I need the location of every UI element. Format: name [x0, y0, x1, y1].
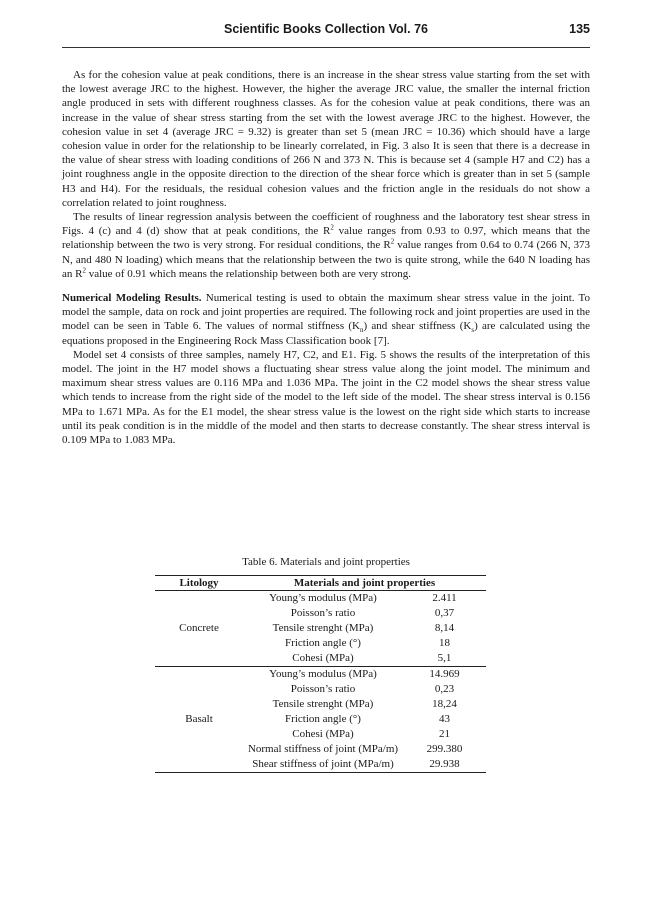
- body-text: [62, 68, 590, 447]
- property-name: Young’s modulus (MPa): [269, 668, 377, 680]
- property-name: Normal stiffness of joint (MPa/m): [247, 743, 399, 755]
- property-value: 0,23: [434, 683, 455, 695]
- property-value: 29.938: [403, 757, 486, 773]
- table-caption: Table 6. Materials and joint properties: [242, 556, 410, 568]
- property-value: 5,1: [403, 651, 486, 667]
- property-name: Friction angle (°): [285, 637, 361, 649]
- property-name: Cohesi (MPa): [243, 651, 403, 667]
- property-name: Friction angle (°): [285, 713, 361, 725]
- paragraph-numerical-modeling: Numerical Modeling Results. Numerical testing is used to obtain the maximum shear stress value in the joint. To model the sample, data on rock and joint properties are required. The following rock and joint properties are used in the model can be seen in Table 6. The values of normal stiffness $(K_n)$ and shear stiffness $(K_s)$ are calculated using the equations proposed in the Engineering Rock Mass Classification book [7].: [62, 292, 591, 347]
- section-heading: Numerical Modeling Results.: [62, 292, 202, 305]
- column-header-litology: Litology: [155, 576, 243, 591]
- property-name: Shear stiffness of joint (MPa/m): [243, 757, 403, 773]
- property-value: 14.969: [429, 668, 460, 680]
- property-name: Tensile strenght (MPa): [272, 622, 374, 634]
- paragraph-model-set: Model set 4 consists of three samples, namely H7, C2, and E1. Fig. 5 shows the results of the interpretation of this model. The joint in the H7 model shows a fluctuating shear stress value along the joint model. The minimum and maximum shear stress values are 0.116 MPa and 1.036 MPa. The joint in the C2 model shows the shear stress value which tends to increase from the right side of the model to the left side of the model. The shear stress interval is 0.156 MPa to 1.671 MPa. As for the E1 model, the shear stress value is the lowest on the right side which starts to increase until its peak condition is in the middle of the model and then starts to decrease constantly. The shear stress interval is 0.109 MPa to 1.083 MPa.: [62, 348, 590, 447]
- properties-table: [155, 575, 486, 773]
- property-value: 0,37: [434, 607, 455, 619]
- property-value: 18: [439, 637, 450, 649]
- property-name: Poisson’s ratio: [290, 683, 356, 695]
- litology-basalt: Basalt: [155, 667, 243, 773]
- column-header-properties: Materials and joint properties: [243, 576, 486, 591]
- property-name: Poisson’s ratio: [290, 607, 356, 619]
- litology-concrete: Concrete: [155, 591, 243, 667]
- property-value: 18,24: [432, 698, 457, 710]
- property-value: 21: [439, 728, 450, 740]
- table-header-row: [155, 576, 486, 591]
- journal-title: Scientific Books Collection Vol. 76: [224, 22, 428, 36]
- property-name: Tensile strenght (MPa): [272, 698, 374, 710]
- header-rule: [62, 47, 590, 48]
- property-value: 8,14: [434, 622, 455, 634]
- property-value: 43: [439, 713, 450, 725]
- table-row: [155, 667, 486, 683]
- property-name: Cohesi (MPa): [292, 728, 354, 740]
- table-row: [155, 591, 486, 607]
- paragraph-regression: The results of linear regression analysis between the coefficient of roughness and the laboratory test shear stress in Figs. 4 (c) and 4 (d) show that at peak conditions, the $R^2$ value ranges from 0.93 to 0.97, which means that the relationship between the two is very strong. For residual conditions, the $R^2$ value ranges from 0.64 to 0.74 (266 N, 373 N, and 480 N loading) which means that the relationship between the two is quite strong, while the 640 N loading has an $R^2$ value of 0.91 which means the relationship between both are very strong.: [62, 211, 591, 280]
- page-number: 135: [569, 22, 590, 36]
- property-value: 299.380: [426, 743, 463, 755]
- property-value: 2.411: [432, 592, 457, 604]
- paragraph-cohesion: As for the cohesion value at peak conditions, there is an increase in the shear stress value starting from the set with the lowest average JRC to the highest. However, the higher the average JRC value, the smaller the internal friction angle produced in sets with different roughness classes. As for the cohesion value at peak conditions, there was an increase in the value of shear stress starting from the set with the lowest average JRC to the highest. However, the cohesion value in set 4 (average JRC = 9.32) is greater than set 5 (mean JRC = 10.36) which should have a large cohesion value in order for the relationship to be linearly correlated, in Fig. 3 also It is seen that there is a decrease in the value of shear stress with loading conditions of 266 N and 373 N. This is because set 4 (sample H7 and C2) has a joint roughness angle in the opposite direction to the direction of the shear force which is greater than in set 5 (sample H3 and H4). For the residuals, the residual cohesion values and the friction angle in the residuals do not show a correlation related to joint roughness.: [62, 69, 590, 209]
- property-name: Young’s modulus (MPa): [269, 592, 377, 604]
